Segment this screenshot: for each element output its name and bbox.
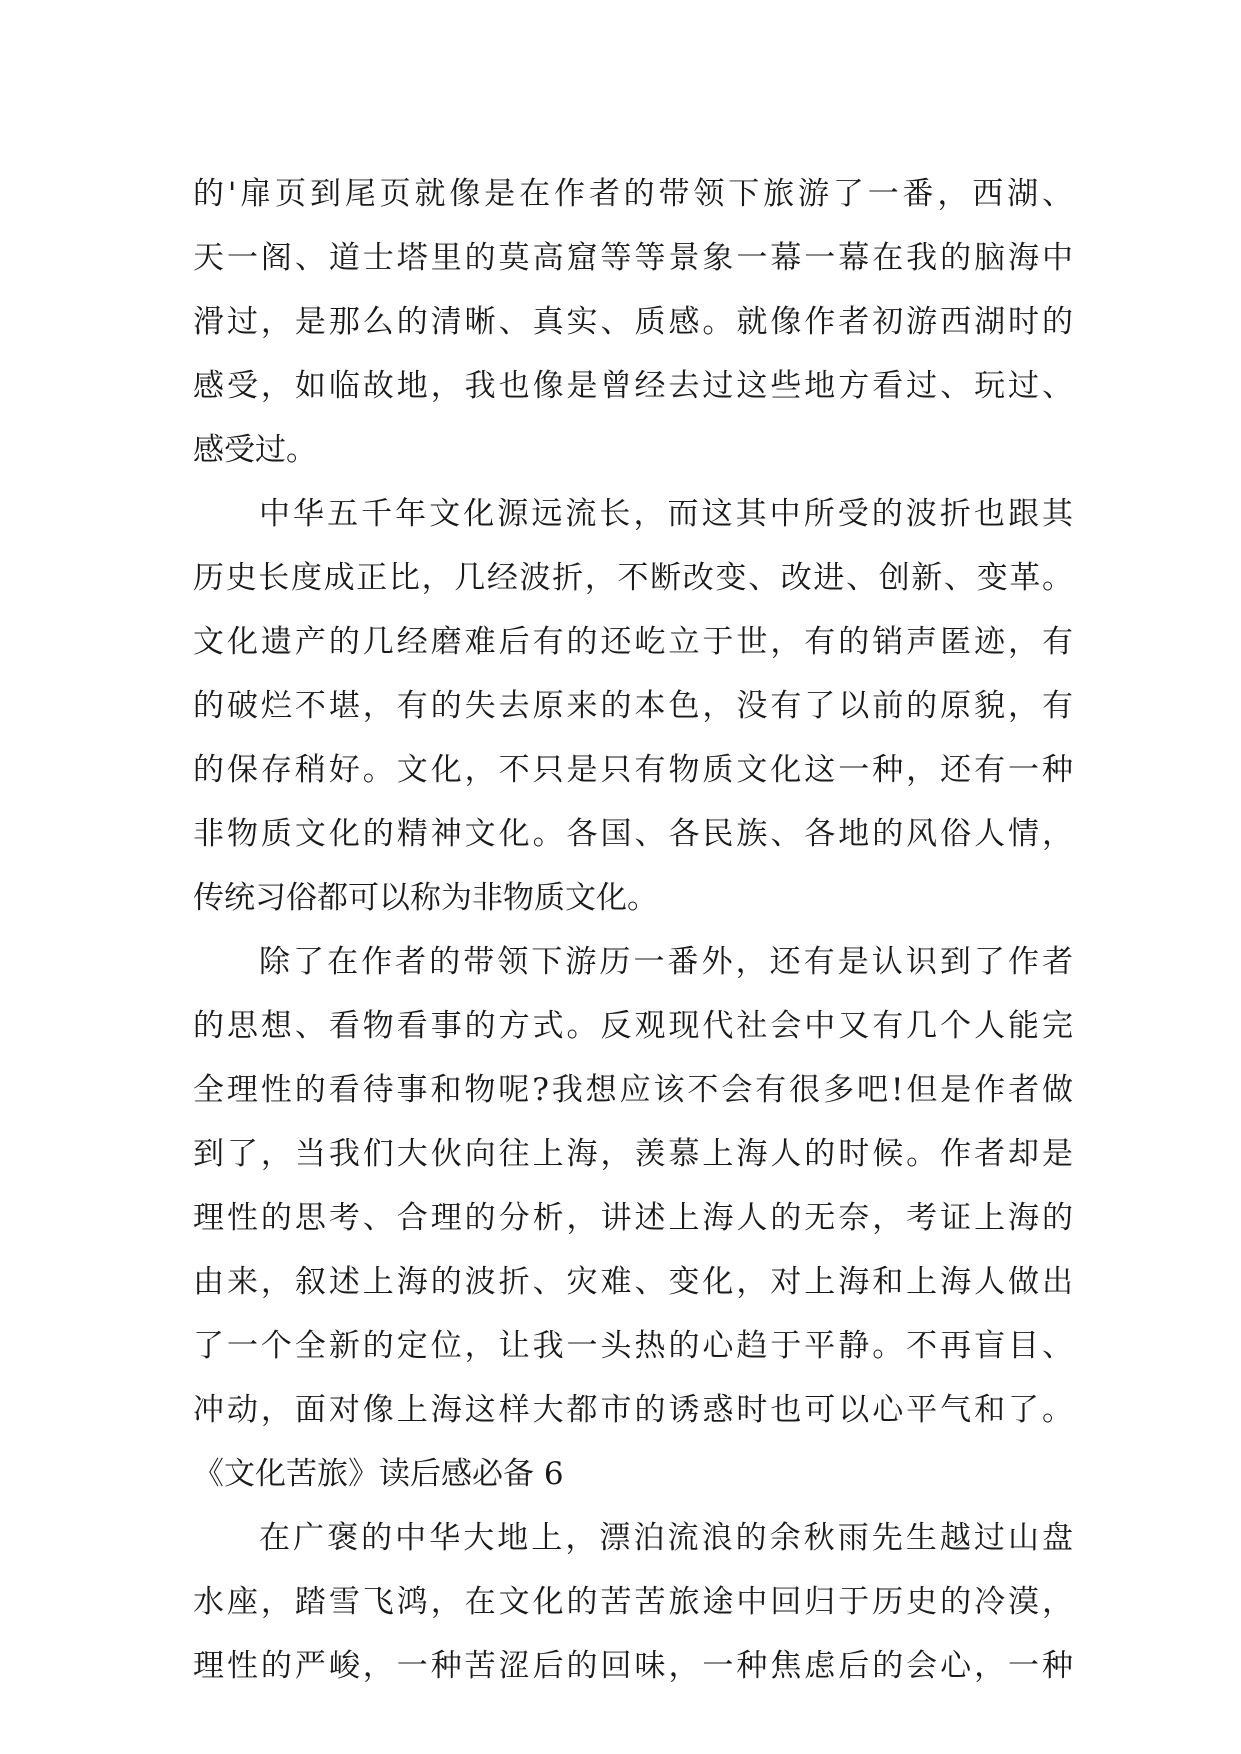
text-line: 非物质文化的精神文化。各国、各民族、各地的风俗人情， <box>193 816 1073 852</box>
text-line: 中华五千年文化源远流长，而这其中所受的波折也跟其 <box>259 496 1073 532</box>
paragraph <box>193 482 1073 930</box>
text-line: 传统习俗都可以称为非物质文化。 <box>193 880 658 916</box>
text-line: 历史长度成正比，几经波折，不断改变、改进、创新、变革。 <box>193 560 1073 596</box>
text-line: 理性的严峻，一种苦涩后的回味，一种焦虑后的会心，一种 <box>193 1648 1073 1684</box>
text-line: 天一阁、道士塔里的莫高窟等等景象一幕一幕在我的脑海中 <box>193 240 1073 276</box>
text-line: 的保存稍好。文化，不只是只有物质文化这一种，还有一种 <box>193 752 1073 788</box>
text-line: 的破烂不堪，有的失去原来的本色，没有了以前的原貌，有 <box>193 688 1073 724</box>
document-body <box>193 162 1073 1698</box>
section-heading: 《文化苦旅》读后感必备 6 <box>193 1456 564 1492</box>
text-line: 除了在作者的带领下游历一番外，还有是认识到了作者 <box>259 944 1073 980</box>
text-line: 滑过，是那么的清晰、真实、质感。就像作者初游西湖时的 <box>193 304 1073 340</box>
text-line: 感受，如临故地，我也像是曾经去过这些地方看过、玩过、 <box>193 368 1073 404</box>
text-line: 在广褒的中华大地上，漂泊流浪的余秋雨先生越过山盘 <box>259 1520 1073 1556</box>
text-line: 水座，踏雪飞鸿，在文化的苦苦旅途中回归于历史的冷漠， <box>193 1584 1073 1620</box>
text-line: 全理性的看待事和物呢?我想应该不会有很多吧!但是作者做 <box>193 1072 1073 1108</box>
text-line: 文化遗产的几经磨难后有的还屹立于世，有的销声匿迹，有 <box>193 624 1073 660</box>
text-line: 的'扉页到尾页就像是在作者的带领下旅游了一番，西湖、 <box>193 176 1073 212</box>
paragraph <box>193 162 1073 482</box>
paragraph <box>193 930 1073 1442</box>
text-line: 到了，当我们大伙向往上海，羡慕上海人的时候。作者却是 <box>193 1136 1073 1172</box>
text-line: 冲动，面对像上海这样大都市的诱惑时也可以心平气和了。 <box>193 1392 1073 1428</box>
text-line: 由来，叙述上海的波折、灾难、变化，对上海和上海人做出 <box>193 1264 1073 1300</box>
text-line: 理性的思考、合理的分析，讲述上海人的无奈，考证上海的 <box>193 1200 1073 1236</box>
text-line: 的思想、看物看事的方式。反观现代社会中又有几个人能完 <box>193 1008 1073 1044</box>
paragraph <box>193 1506 1073 1698</box>
text-line: 了一个全新的定位，让我一头热的心趋于平静。不再盲目、 <box>193 1328 1073 1364</box>
text-line: 感受过。 <box>193 432 317 468</box>
